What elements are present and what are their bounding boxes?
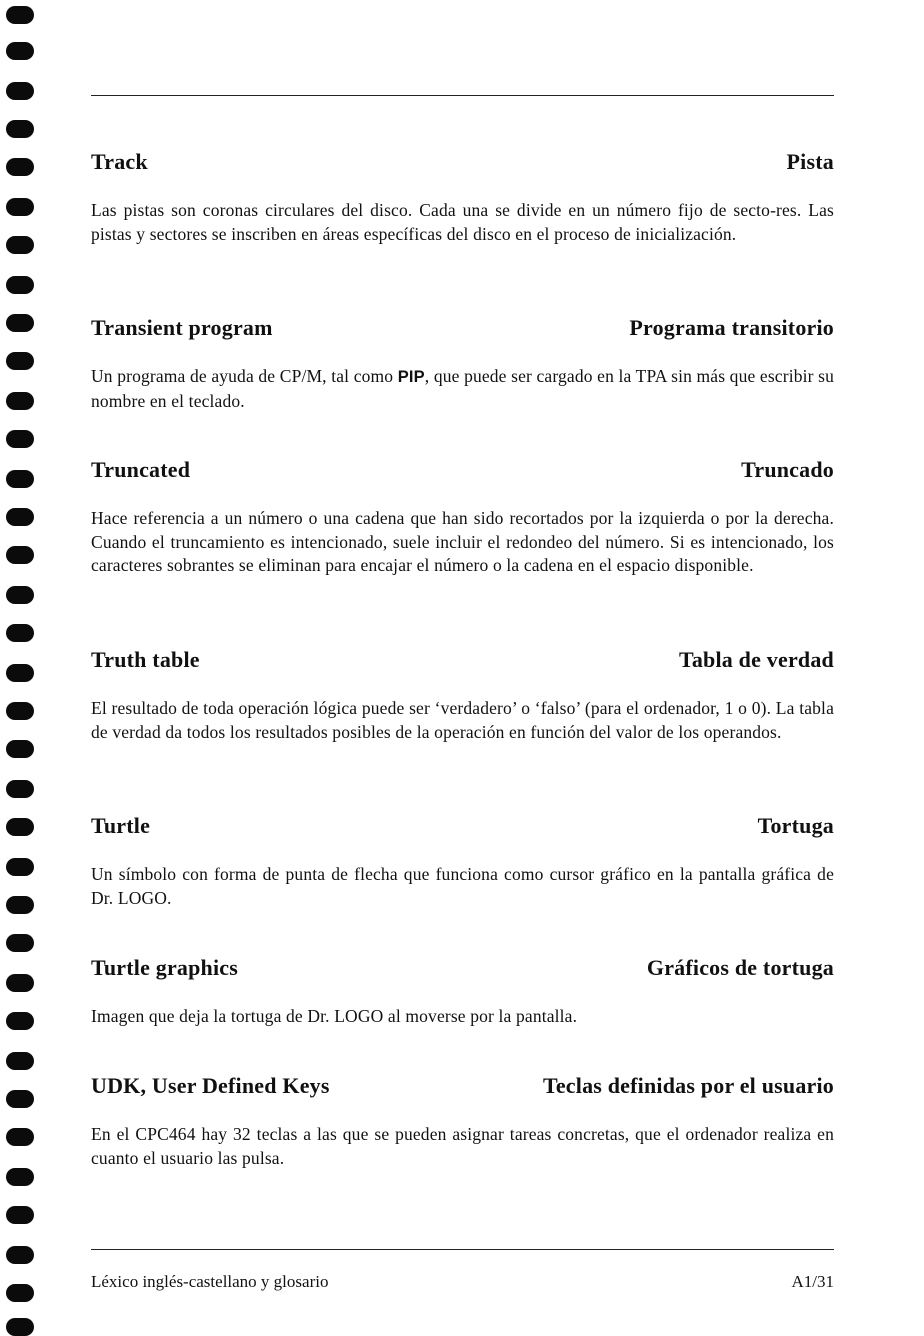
term-row xyxy=(91,457,834,483)
english-term: Track xyxy=(91,149,148,174)
footer-section-title: Léxico inglés-castellano y glosario xyxy=(91,1272,329,1291)
keyword-pip: PIP xyxy=(397,368,425,386)
definition-text: Un símbolo con forma de punta de flecha que funciona como cursor gráfico en la pantalla gráfica de Dr. LOGO. xyxy=(91,864,834,908)
binder-hole xyxy=(6,664,34,682)
spanish-term: Tortuga xyxy=(757,813,834,838)
binder-hole xyxy=(6,352,34,370)
binder-hole xyxy=(6,198,34,216)
binder-hole xyxy=(6,1284,34,1302)
page-number: A1/31 xyxy=(791,1272,834,1291)
binder-hole xyxy=(6,624,34,642)
binder-hole xyxy=(6,1206,34,1224)
binder-hole xyxy=(6,120,34,138)
binder-hole xyxy=(6,236,34,254)
english-term: Turtle xyxy=(91,813,151,838)
binder-hole xyxy=(6,586,34,604)
binder-hole xyxy=(6,1052,34,1070)
term-row xyxy=(91,647,834,673)
spanish-term: Pista xyxy=(786,149,834,174)
binder-hole xyxy=(6,1128,34,1146)
binder-hole xyxy=(6,82,34,100)
definition-text: Hace referencia a un número o una cadena que han sido recortados por la izquierda o por la derecha. Cuando el truncamiento es intencionado, suele incluir el redondeo del número. Si es intencionado, los caracteres sobrantes se eliminan para encajar el número o la cadena en el espacio disponible. xyxy=(91,508,834,575)
definition-text: Imagen que deja la tortuga de Dr. LOGO al moverse por la pantalla. xyxy=(91,1006,578,1026)
binder-hole xyxy=(6,934,34,952)
english-term: UDK, User Defined Keys xyxy=(91,1073,330,1098)
binder-hole xyxy=(6,158,34,176)
binder-hole xyxy=(6,6,34,24)
term-row xyxy=(91,149,834,175)
footer-rule xyxy=(91,1249,834,1250)
binder-hole xyxy=(6,470,34,488)
binder-hole xyxy=(6,858,34,876)
term-row xyxy=(91,955,834,981)
spanish-term: Gráficos de tortuga xyxy=(646,955,834,980)
page-footer xyxy=(91,1272,834,1292)
binder-hole xyxy=(6,392,34,410)
glossary-entry-turtle xyxy=(91,813,834,910)
english-term: Turtle graphics xyxy=(91,955,239,980)
english-term: Truncated xyxy=(91,457,191,482)
definition-text: Las pistas son coronas circulares del disco. Cada una se divide en un número fijo de secto-res. Las pistas y sectores se inscriben en áreas específicas del disco en el proceso de inicialización. xyxy=(91,200,834,244)
binder-hole xyxy=(6,702,34,720)
glossary-entry-truncated xyxy=(91,457,834,578)
binder-hole xyxy=(6,1318,34,1336)
spanish-term: Tabla de verdad xyxy=(678,647,834,672)
binder-hole xyxy=(6,1090,34,1108)
binder-hole xyxy=(6,276,34,294)
definition-text: En el CPC464 hay 32 teclas a las que se pueden asignar tareas concretas, que el ordenador realiza en cuanto el usuario las pulsa. xyxy=(91,1124,834,1168)
binder-hole xyxy=(6,430,34,448)
english-term: Transient program xyxy=(91,315,273,340)
binder-hole xyxy=(6,508,34,526)
term-row xyxy=(91,315,834,341)
glossary-entry-truth-table xyxy=(91,647,834,744)
spanish-term: Truncado xyxy=(741,457,834,482)
binder-hole xyxy=(6,546,34,564)
definition-text-end: , que puede ser cargado en la TPA sin más que escribir su nombre en el teclado. xyxy=(91,366,834,411)
binder-hole xyxy=(6,314,34,332)
binder-hole xyxy=(6,1012,34,1030)
glossary-entry-track xyxy=(91,149,834,246)
binder-hole xyxy=(6,42,34,60)
binder-hole xyxy=(6,818,34,836)
binder-hole xyxy=(6,740,34,758)
spanish-term: Teclas definidas por el usuario xyxy=(542,1073,834,1098)
binder-hole xyxy=(6,1168,34,1186)
definition-text: El resultado de toda operación lógica puede ser ‘verdadero’ o ‘falso’ (para el ordenador, 1 o 0). La tabla de verdad da todos los resultados posibles de la operación en función del valor de los operandos. xyxy=(91,698,834,742)
glossary-entry-udk xyxy=(91,1073,834,1170)
binder-hole xyxy=(6,974,34,992)
english-term: Truth table xyxy=(91,647,200,672)
header-rule xyxy=(91,95,834,96)
definition-text-start: Un programa de ayuda de CP/M, tal como xyxy=(91,366,398,386)
term-row xyxy=(91,1073,834,1099)
definition-text xyxy=(91,365,834,413)
binder-holes xyxy=(0,0,40,1334)
binder-hole xyxy=(6,780,34,798)
glossary-entry-transient-program xyxy=(91,315,834,413)
spanish-term: Programa transitorio xyxy=(629,315,834,340)
binder-hole xyxy=(6,896,34,914)
binder-hole xyxy=(6,1246,34,1264)
glossary-entry-turtle-graphics xyxy=(91,955,834,1029)
term-row xyxy=(91,813,834,839)
